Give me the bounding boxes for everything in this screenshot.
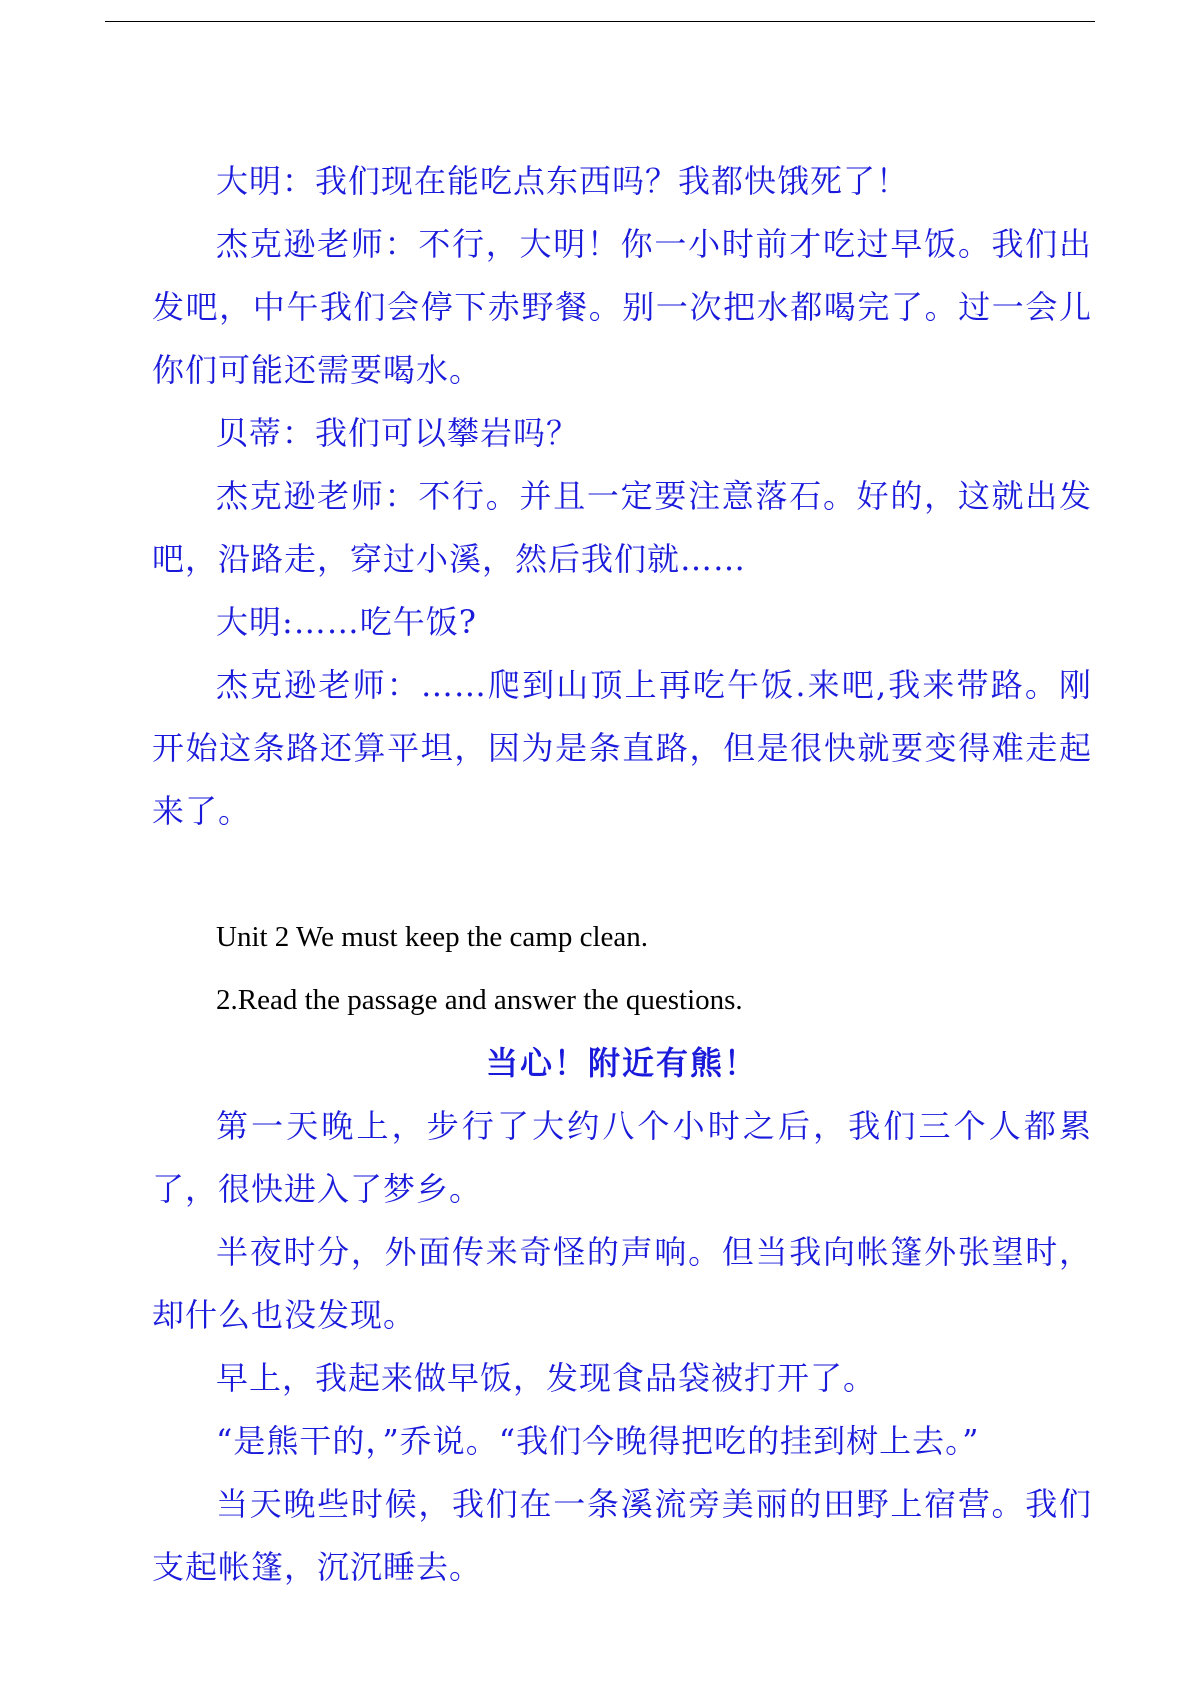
passage-title: 当心！附近有熊！	[485, 1044, 758, 1082]
dialogue-line: 大明：我们现在能吃点东西吗？我都快饿死了！	[216, 162, 910, 200]
passage-paragraph: 半夜时分，外面传来奇怪的声响。但当我向帐篷外张望时，却什么也没发现。	[152, 1233, 1092, 1334]
passage-paragraph: 第一天晚上，步行了大约八个小时之后，我们三个人都累了，很快进入了梦乡。	[152, 1107, 1092, 1208]
instruction: 2.Read the passage and answer the questions.	[216, 984, 743, 1016]
document-body	[152, 150, 1092, 1599]
header-rule	[105, 21, 1095, 22]
passage-paragraph: “是熊干的，”乔说。“我们今晚得把吃的挂到树上去。”	[216, 1422, 980, 1460]
dialogue-line: 大明:……吃午饭?	[216, 603, 477, 641]
unit-heading: Unit 2 We must keep the camp clean.	[216, 921, 648, 953]
dialogue-line: 杰克逊老师：……爬到山顶上再吃午饭.来吧,我来带路。刚开始这条路还算平坦，因为是条直路，但是很快就要变得难走起来了。	[152, 666, 1092, 830]
passage-paragraph: 当天晚些时候，我们在一条溪流旁美丽的田野上宿营。我们支起帐篷，沉沉睡去。	[152, 1485, 1092, 1586]
passage-paragraph: 早上，我起来做早饭，发现食品袋被打开了。	[216, 1359, 877, 1397]
section-spacer	[152, 843, 1092, 906]
dialogue-line: 贝蒂：我们可以攀岩吗？	[216, 414, 580, 452]
dialogue-line: 杰克逊老师：不行。并且一定要注意落石。好的，这就出发吧，沿路走，穿过小溪，然后我们就……	[152, 477, 1092, 578]
dialogue-line: 杰克逊老师：不行，大明！你一小时前才吃过早饭。我们出发吧，中午我们会停下赤野餐。别一次把水都喝完了。过一会儿你们可能还需要喝水。	[152, 225, 1092, 389]
